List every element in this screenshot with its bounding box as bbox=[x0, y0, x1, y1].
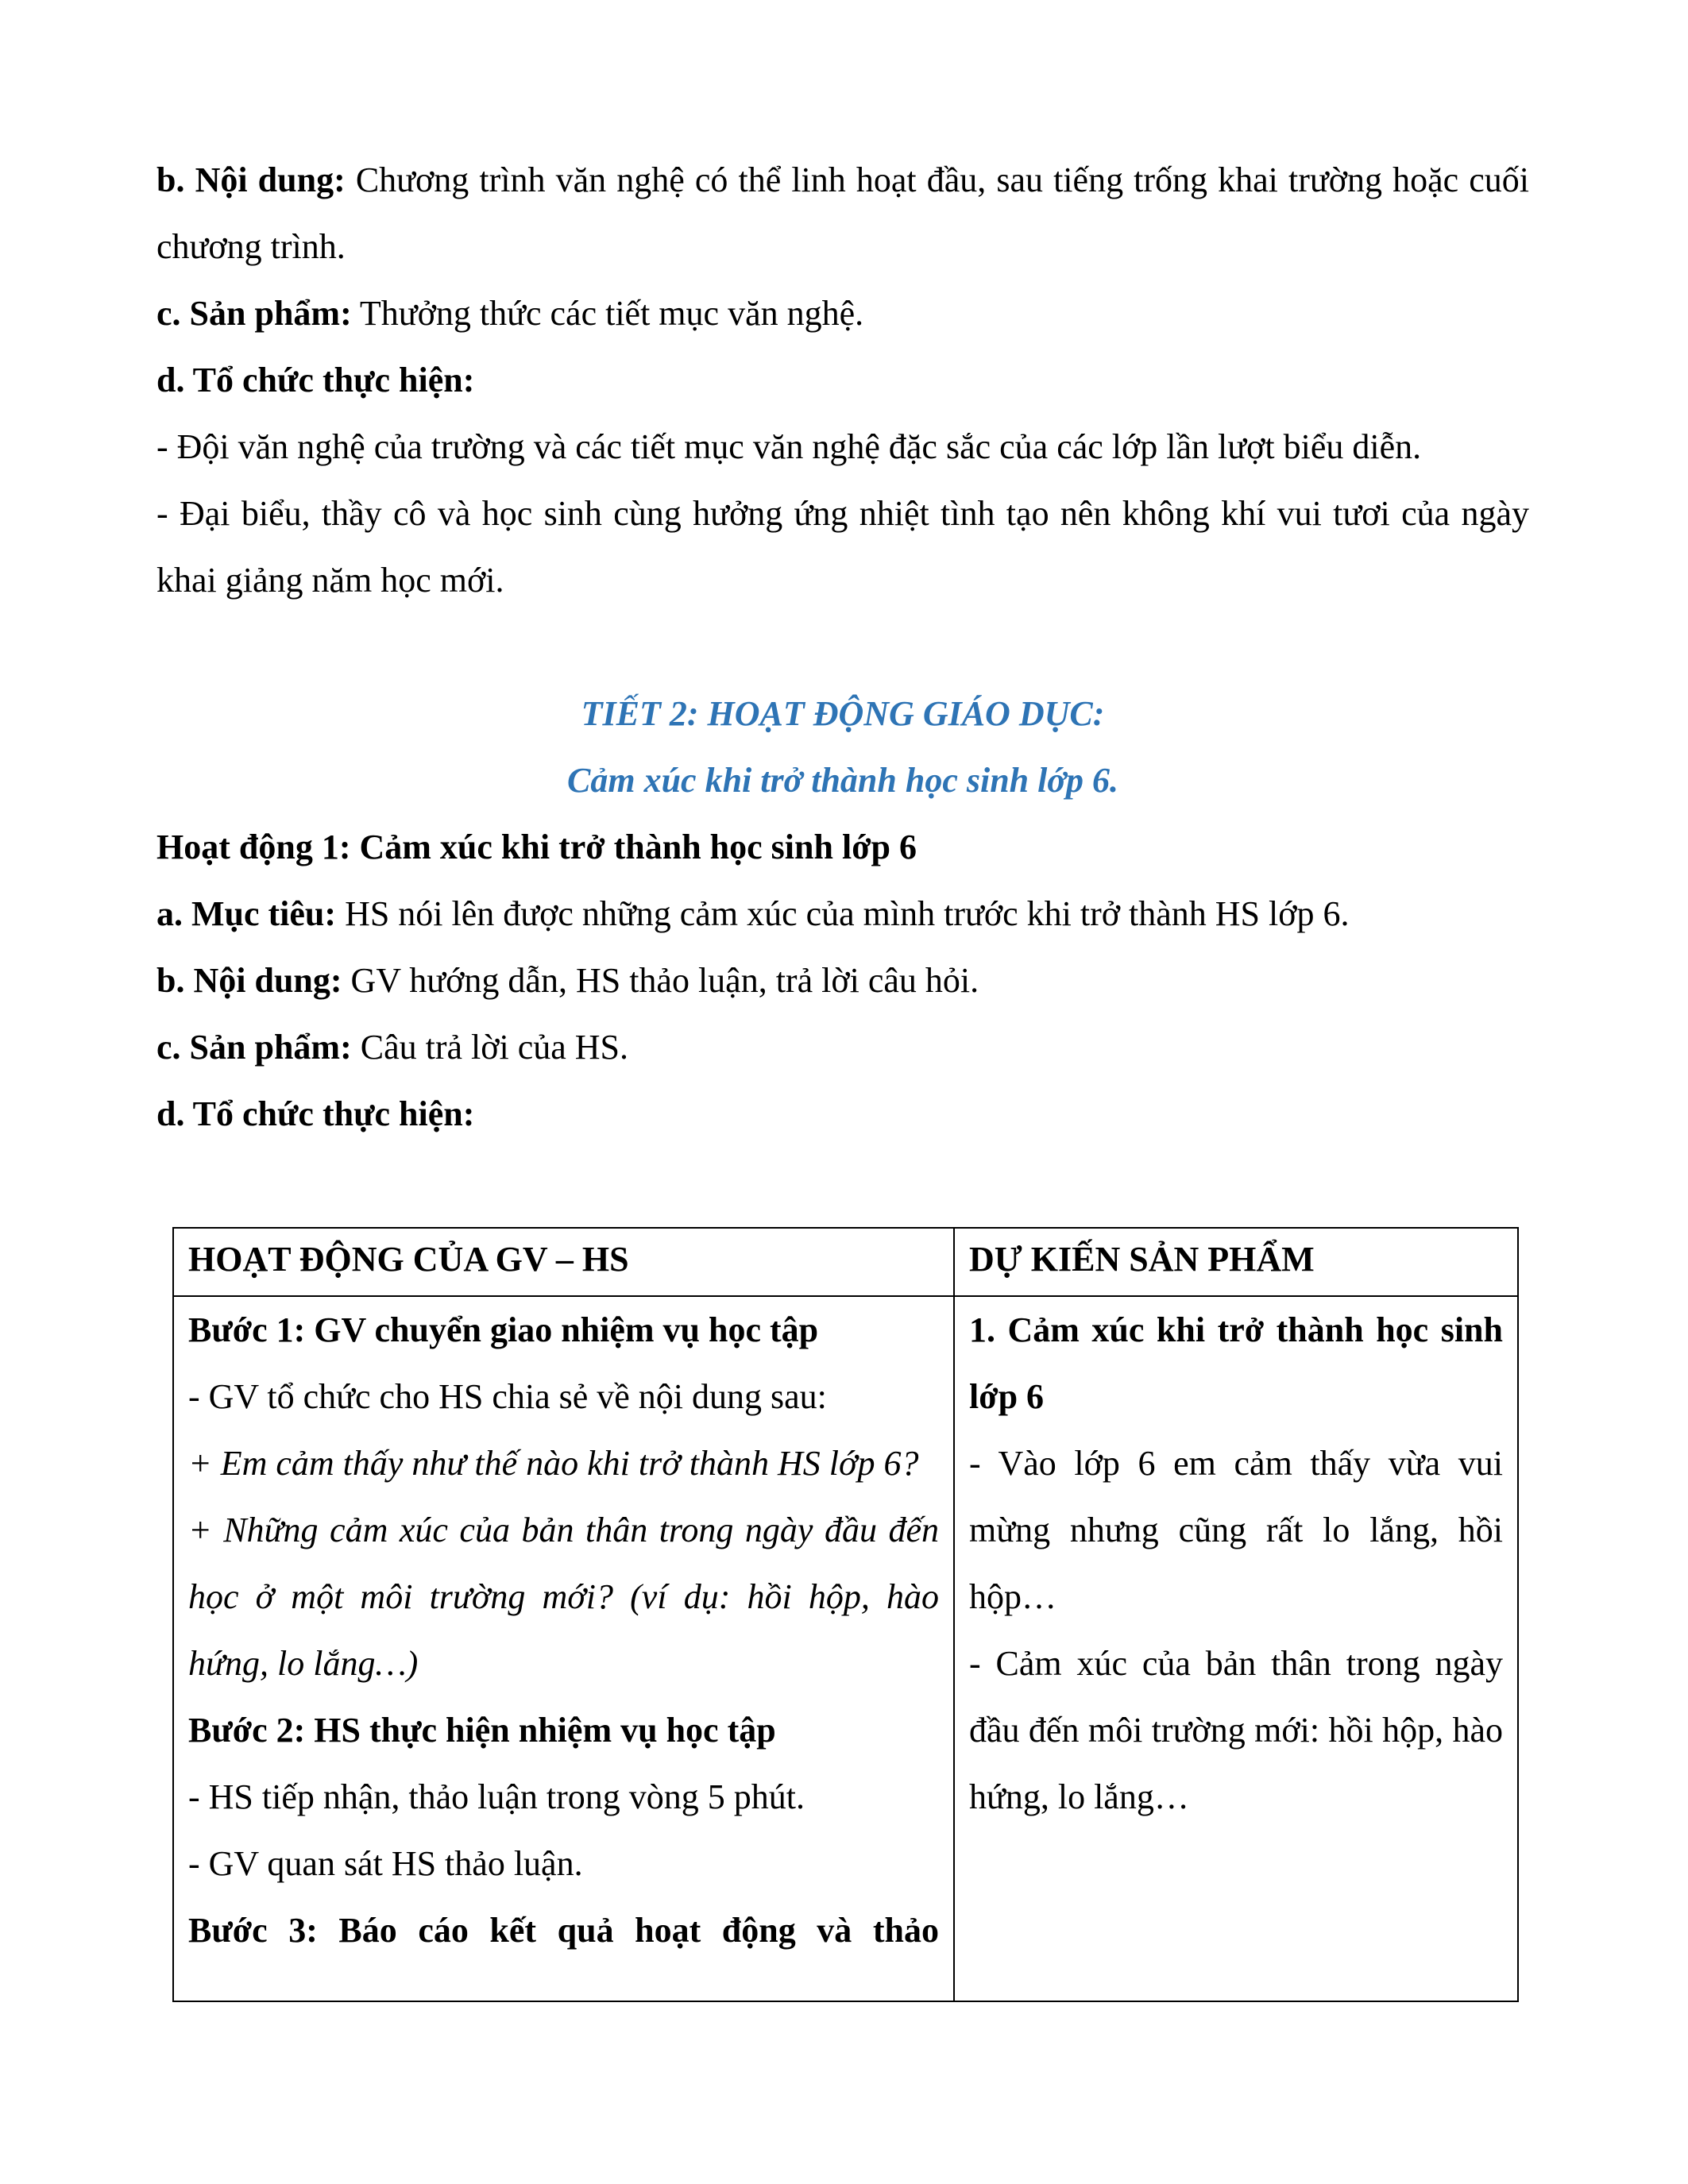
activity-table bbox=[172, 1227, 1519, 2002]
product-title: 1. Cảm xúc khi trở thành học sinh lớp 6 bbox=[969, 1310, 1503, 1416]
organize-label: d. Tổ chức thực hiện: bbox=[156, 361, 475, 399]
activity-content-paragraph bbox=[156, 947, 1529, 1014]
product-paragraph bbox=[156, 280, 1529, 347]
lesson-subtitle: Cảm xúc khi trở thành học sinh lớp 6. bbox=[567, 761, 1118, 800]
bullet-item: - Đại biểu, thầy cô và học sinh cùng hưởng ứng nhiệt tình tạo nên không khí vui tươi của ngày khai giảng năm học mới. bbox=[156, 494, 1529, 600]
question-2: + Những cảm xúc của bản thân trong ngày đầu đến học ở một môi trường mới? (ví dụ: hồi hộp, hào hứng, lo lắng…) bbox=[188, 1511, 939, 1683]
activity-product-text: Câu trả lời của HS. bbox=[351, 1028, 629, 1067]
product-line-1: - Vào lớp 6 em cảm thấy vừa vui mừng nhưng cũng rất lo lắng, hồi hộp… bbox=[969, 1444, 1503, 1616]
activity-organize-label: d. Tổ chức thực hiện: bbox=[156, 1094, 475, 1133]
table-header-cell: DỰ KIẾN SẢN PHẨM bbox=[954, 1228, 1518, 1296]
activity-product-paragraph bbox=[156, 1014, 1529, 1081]
product-text: Thưởng thức các tiết mục văn nghệ. bbox=[351, 294, 864, 333]
objective-label: a. Mục tiêu: bbox=[156, 894, 337, 933]
document-page bbox=[156, 147, 1529, 1148]
lesson-title: TIẾT 2: HOẠT ĐỘNG GIÁO DỤC: bbox=[581, 694, 1105, 733]
bullet-item: - Đội văn nghệ của trường và các tiết mục văn nghệ đặc sắc của các lớp lần lượt biểu diễn. bbox=[156, 427, 1422, 466]
spacer bbox=[156, 614, 1529, 681]
objective-text: HS nói lên được những cảm xúc của mình trước khi trở thành HS lớp 6. bbox=[336, 894, 1350, 933]
product-line-2: - Cảm xúc của bản thân trong ngày đầu đến môi trường mới: hồi hộp, hào hứng, lo lắng… bbox=[969, 1644, 1503, 1816]
activity-product-label: c. Sản phẩm: bbox=[156, 1028, 352, 1067]
table-header-cell: HOẠT ĐỘNG CỦA GV – HS bbox=[173, 1228, 954, 1296]
product-label: c. Sản phẩm: bbox=[156, 294, 352, 333]
activity-heading bbox=[156, 814, 1529, 881]
content-label: b. Nội dung: bbox=[156, 160, 346, 199]
activity-heading-text: Hoạt động 1: Cảm xúc khi trở thành học sinh lớp 6 bbox=[156, 828, 917, 866]
activity-organize-heading bbox=[156, 1081, 1529, 1148]
table-row bbox=[173, 1296, 1518, 2001]
step2-line-1: - HS tiếp nhận, thảo luận trong vòng 5 phút. bbox=[188, 1777, 805, 1816]
step2-heading: Bước 2: HS thực hiện nhiệm vụ học tập bbox=[188, 1711, 776, 1750]
step1-line: - GV tổ chức cho HS chia sẻ về nội dung sau: bbox=[188, 1377, 827, 1416]
question-1: + Em cảm thấy như thế nào khi trở thành HS lớp 6? bbox=[188, 1444, 919, 1483]
expected-product-cell bbox=[954, 1296, 1518, 2001]
content-paragraph bbox=[156, 147, 1529, 280]
activity-content-text: GV hướng dẫn, HS thảo luận, trả lời câu hỏi. bbox=[342, 961, 979, 1000]
objective-paragraph bbox=[156, 881, 1529, 947]
organize-heading bbox=[156, 347, 1529, 414]
step2-line-2: - GV quan sát HS thảo luận. bbox=[188, 1844, 583, 1883]
activity-content-label: b. Nội dung: bbox=[156, 961, 342, 1000]
content-text: Chương trình văn nghệ có thể linh hoạt đầu, sau tiếng trống khai trường hoặc cuối chương trình. bbox=[156, 160, 1529, 266]
step1-heading: Bước 1: GV chuyển giao nhiệm vụ học tập bbox=[188, 1310, 819, 1349]
table-header-row bbox=[173, 1228, 1518, 1296]
teacher-student-activity-cell bbox=[173, 1296, 954, 2001]
step3-heading: Bước 3: Báo cáo kết quả hoạt động và thảo bbox=[188, 1911, 939, 1950]
